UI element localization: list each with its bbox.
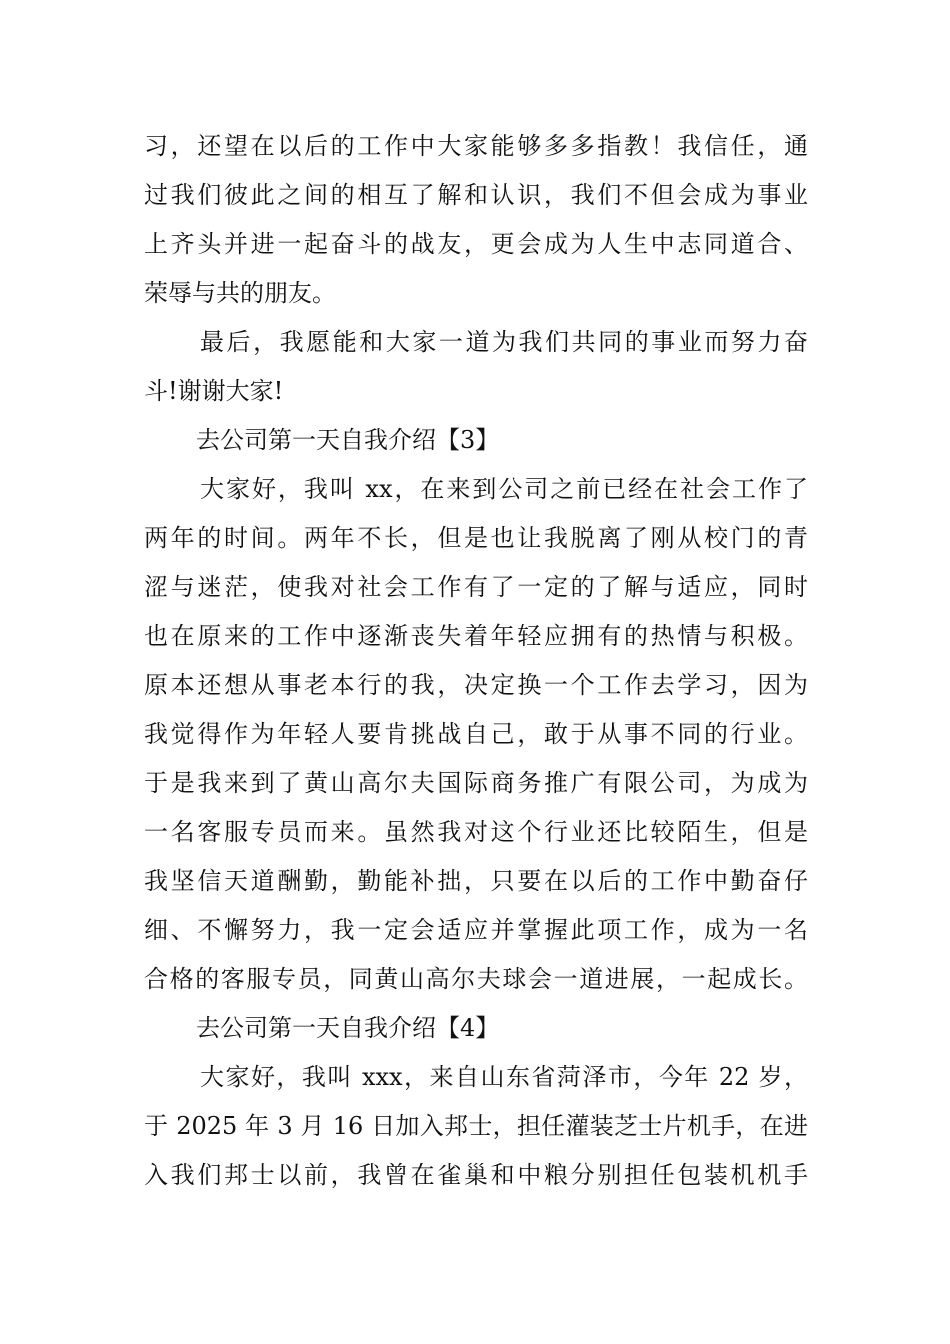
section-heading: 去公司第一天自我介绍【4】 [196,1014,500,1042]
text-line: 合格的客服专员，同黄山高尔夫球会一道进展，一起成长。 [144,965,808,993]
section-heading: 去公司第一天自我介绍【3】 [196,426,500,454]
document-body [144,122,808,1200]
text-line: 过我们彼此之间的相互了解和认识，我们不但会成为事业 [144,181,808,209]
text-line: 习，还望在以后的工作中大家能够多多指教！我信任，通 [144,132,808,160]
text-line: 入我们邦士以前，我曾在雀巢和中粮分别担任包装机机手 [144,1161,808,1189]
text-line: 斗!谢谢大家! [144,377,284,405]
text-line: 我觉得作为年轻人要肯挑战自己，敢于从事不同的行业。 [144,720,808,748]
text-line: 涩与迷茫，使我对社会工作有了一定的了解与适应，同时 [144,573,808,601]
text-line: 细、不懈努力，我一定会适应并掌握此项工作，成为一名 [144,916,808,944]
text-line: 于 2025 年 3 月 16 日加入邦士，担任灌装芝士片机手，在进 [144,1112,808,1140]
text-line: 也在原来的工作中逐渐丧失着年轻应拥有的热情与积极。 [144,622,808,650]
paragraph-start-line: 最后，我愿能和大家一道为我们共同的事业而努力奋 [200,328,808,356]
text-line: 我坚信天道酬勤，勤能补拙，只要在以后的工作中勤奋仔 [144,867,808,895]
text-line: 一名客服专员而来。虽然我对这个行业还比较陌生，但是 [144,818,808,846]
text-line: 荣辱与共的朋友。 [144,279,336,307]
paragraph-start-line: 大家好，我叫 xxx，来自山东省菏泽市，今年 22 岁， [200,1063,808,1091]
text-line: 于是我来到了黄山高尔夫国际商务推广有限公司，为成为 [144,769,808,797]
paragraph-start-line: 大家好，我叫 xx，在来到公司之前已经在社会工作了 [200,475,808,503]
text-line: 上齐头并进一起奋斗的战友，更会成为人生中志同道合、 [144,230,808,258]
text-line: 原本还想从事老本行的我，决定换一个工作去学习，因为 [144,671,808,699]
text-line: 两年的时间。两年不长，但是也让我脱离了刚从校门的青 [144,524,808,552]
